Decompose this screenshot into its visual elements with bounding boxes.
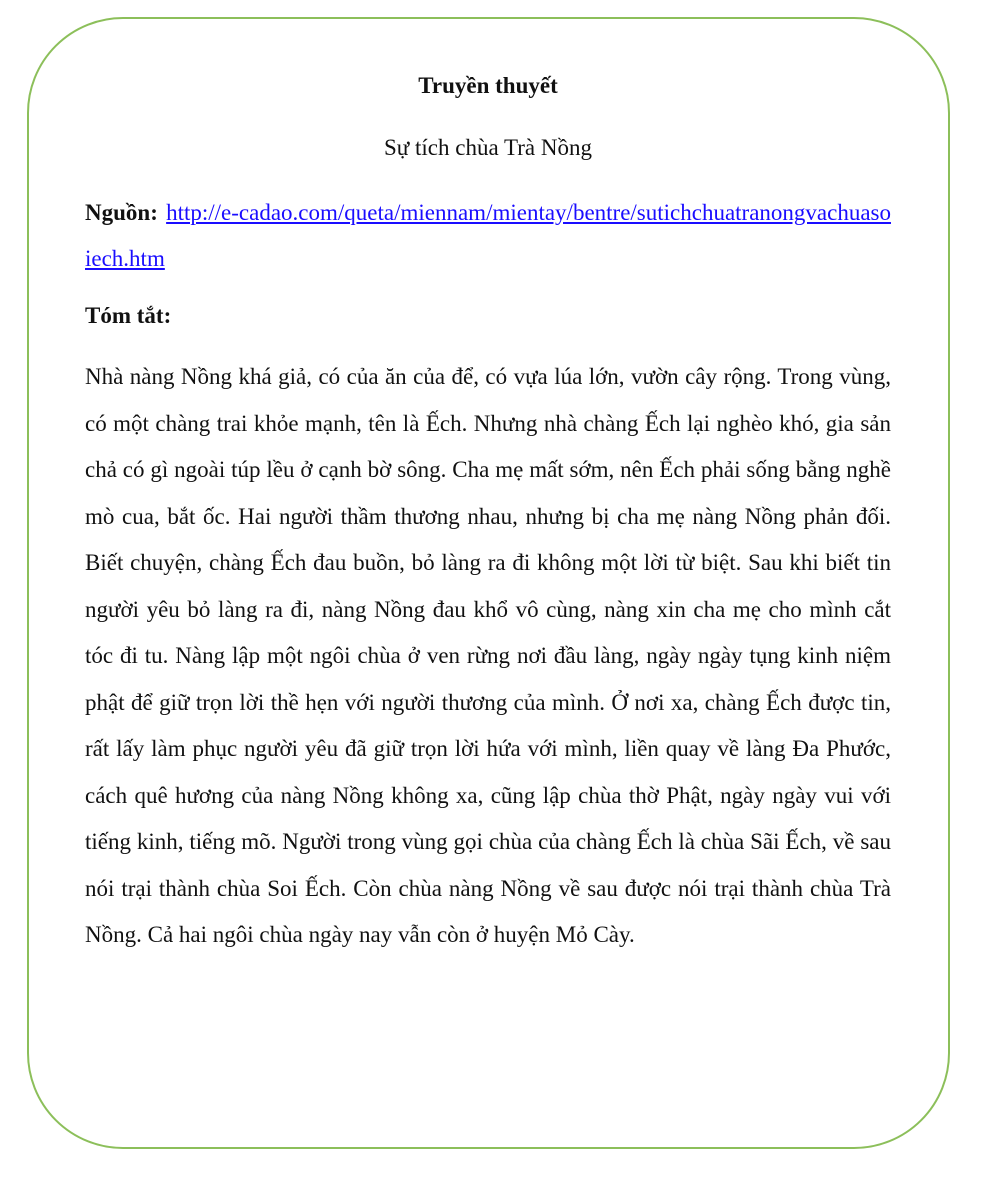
source-line [85,190,891,282]
summary-text: Nhà nàng Nồng khá giả, có của ăn của để, có vựa lúa lớn, vườn cây rộng. Trong vùng, có một chàng trai khỏe mạnh, tên là Ếch. Nhưng nhà chàng Ếch lại nghèo khó, gia sản chả có gì ngoài túp lều ở cạnh bờ sông. Cha mẹ mất sớm, nên Ếch phải sống bằng nghề mò cua, bắt ốc. Hai người thầm thương nhau, nhưng bị cha mẹ nàng Nồng phản đối. Biết chuyện, chàng Ếch đau buồn, bỏ làng ra đi không một lời từ biệt. Sau khi biết tin người yêu bỏ làng ra đi, nàng Nồng đau khổ vô cùng, nàng xin cha mẹ cho mình cắt tóc đi tu. Nàng lập một ngôi chùa ở ven rừng nơi đầu làng, ngày ngày tụng kinh niệm phật để giữ trọn lời thề hẹn với người thương của mình. Ở nơi xa, chàng Ếch được tin, rất lấy làm phục người yêu đã giữ trọn lời hứa với mình, liền quay về làng Đa Phước, cách quê hương của nàng Nồng không xa, cũng lập chùa thờ Phật, ngày ngày vui với tiếng kinh, tiếng mõ. Người trong vùng gọi chùa của chàng Ếch là chùa Sãi Ếch, về sau nói trại thành chùa Soi Ếch. Còn chùa nàng Nồng về sau được nói trại thành chùa Trà Nồng. Cả hai ngôi chùa ngày nay vẫn còn ở huyện Mỏ Cày. [85,364,891,947]
source-label: Nguồn: [85,200,158,225]
source-link[interactable]: http://e-cadao.com/queta/miennam/mientay/bentre/sutichchuatranongvachuasoiech.htm [85,200,891,271]
genre-heading: Truyền thuyết [418,73,558,98]
story-title: Sự tích chùa Trà Nồng [384,135,592,160]
document-content [85,66,891,959]
summary-label: Tóm tắt: [85,303,172,328]
